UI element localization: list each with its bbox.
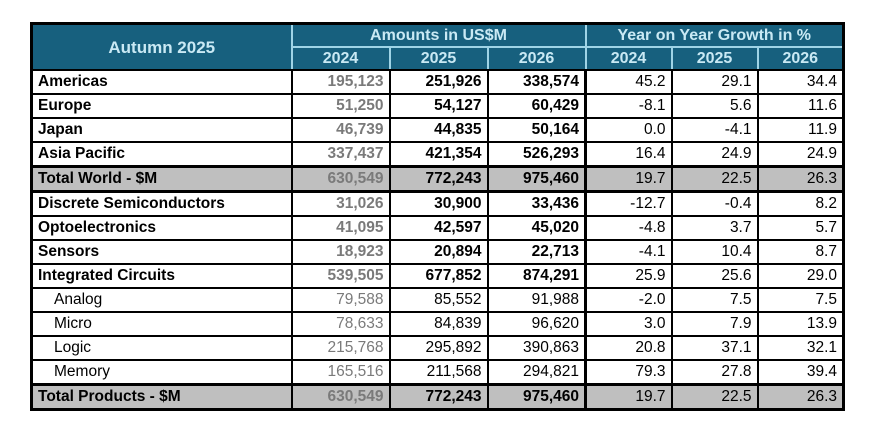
amount-2024: 195,123 <box>292 70 390 94</box>
amount-2024: 31,026 <box>292 192 390 217</box>
row-label: Discrete Semiconductors <box>32 192 292 217</box>
amount-2024: 18,923 <box>292 240 390 264</box>
forecast-page <box>30 22 845 411</box>
amount-2024: 337,437 <box>292 142 390 167</box>
amount-2026: 874,291 <box>488 264 586 288</box>
row-label: Total World - $M <box>32 167 292 192</box>
table-row <box>32 70 844 94</box>
table-row <box>32 312 844 336</box>
table-row <box>32 94 844 118</box>
amount-2026: 45,020 <box>488 216 586 240</box>
growth-2024: -4.1 <box>586 240 672 264</box>
amount-2024: 165,516 <box>292 360 390 385</box>
growth-2024: -8.1 <box>586 94 672 118</box>
growth-2025: -0.4 <box>672 192 758 217</box>
growth-2026: 11.9 <box>758 118 844 142</box>
semiconductor-forecast-table <box>30 22 845 411</box>
growth-year-2026-header: 2026 <box>758 47 844 70</box>
amount-2026: 22,713 <box>488 240 586 264</box>
amount-2026: 975,460 <box>488 167 586 192</box>
amounts-year-2026-header: 2026 <box>488 47 586 70</box>
growth-2026: 34.4 <box>758 70 844 94</box>
growth-2026: 11.6 <box>758 94 844 118</box>
table-body <box>32 70 844 410</box>
growth-2024: -12.7 <box>586 192 672 217</box>
table-row <box>32 118 844 142</box>
growth-2025: 25.6 <box>672 264 758 288</box>
table-row <box>32 216 844 240</box>
growth-2025: 24.9 <box>672 142 758 167</box>
amount-2025: 677,852 <box>390 264 488 288</box>
growth-2026: 24.9 <box>758 142 844 167</box>
amount-2025: 251,926 <box>390 70 488 94</box>
amount-2025: 772,243 <box>390 385 488 410</box>
amount-2026: 50,164 <box>488 118 586 142</box>
amount-2026: 390,863 <box>488 336 586 360</box>
amount-2026: 96,620 <box>488 312 586 336</box>
table-row <box>32 264 844 288</box>
growth-2026: 13.9 <box>758 312 844 336</box>
row-label: Japan <box>32 118 292 142</box>
growth-2024: 45.2 <box>586 70 672 94</box>
growth-2026: 8.7 <box>758 240 844 264</box>
table-row <box>32 240 844 264</box>
amount-2026: 975,460 <box>488 385 586 410</box>
row-label: Americas <box>32 70 292 94</box>
table-row <box>32 360 844 385</box>
table-row <box>32 142 844 167</box>
growth-2026: 32.1 <box>758 336 844 360</box>
growth-group-header: Year on Year Growth in % <box>586 24 844 48</box>
growth-2026: 26.3 <box>758 385 844 410</box>
amount-2025: 295,892 <box>390 336 488 360</box>
amount-2024: 630,549 <box>292 385 390 410</box>
amount-2026: 338,574 <box>488 70 586 94</box>
row-label: Sensors <box>32 240 292 264</box>
amount-2026: 60,429 <box>488 94 586 118</box>
row-label: Logic <box>32 336 292 360</box>
growth-2024: 25.9 <box>586 264 672 288</box>
row-label: Analog <box>32 288 292 312</box>
row-label: Integrated Circuits <box>32 264 292 288</box>
amount-2026: 526,293 <box>488 142 586 167</box>
growth-2024: -2.0 <box>586 288 672 312</box>
growth-2025: 7.5 <box>672 288 758 312</box>
growth-2025: -4.1 <box>672 118 758 142</box>
table-row <box>32 167 844 192</box>
growth-2026: 5.7 <box>758 216 844 240</box>
growth-2026: 7.5 <box>758 288 844 312</box>
amount-2024: 78,633 <box>292 312 390 336</box>
growth-2025: 3.7 <box>672 216 758 240</box>
amount-2025: 42,597 <box>390 216 488 240</box>
amount-2025: 44,835 <box>390 118 488 142</box>
header-group-row <box>32 24 844 48</box>
amount-2024: 51,250 <box>292 94 390 118</box>
amount-2025: 84,839 <box>390 312 488 336</box>
row-label: Micro <box>32 312 292 336</box>
amounts-group-header: Amounts in US$M <box>292 24 586 48</box>
row-label: Asia Pacific <box>32 142 292 167</box>
amount-2026: 33,436 <box>488 192 586 217</box>
growth-2024: 16.4 <box>586 142 672 167</box>
growth-2025: 27.8 <box>672 360 758 385</box>
growth-2025: 22.5 <box>672 167 758 192</box>
amount-2025: 54,127 <box>390 94 488 118</box>
growth-2025: 29.1 <box>672 70 758 94</box>
growth-2024: 19.7 <box>586 385 672 410</box>
growth-2026: 39.4 <box>758 360 844 385</box>
amount-2024: 630,549 <box>292 167 390 192</box>
growth-year-2025-header: 2025 <box>672 47 758 70</box>
amount-2025: 211,568 <box>390 360 488 385</box>
growth-2025: 10.4 <box>672 240 758 264</box>
row-label: Total Products - $M <box>32 385 292 410</box>
table-row <box>32 192 844 217</box>
growth-2026: 8.2 <box>758 192 844 217</box>
amount-2024: 539,505 <box>292 264 390 288</box>
growth-year-2024-header: 2024 <box>586 47 672 70</box>
amount-2025: 85,552 <box>390 288 488 312</box>
table-header <box>32 24 844 71</box>
table-row <box>32 288 844 312</box>
table-row <box>32 336 844 360</box>
growth-2025: 37.1 <box>672 336 758 360</box>
growth-2026: 29.0 <box>758 264 844 288</box>
amounts-year-2025-header: 2025 <box>390 47 488 70</box>
amount-2024: 46,739 <box>292 118 390 142</box>
amount-2024: 215,768 <box>292 336 390 360</box>
table-row <box>32 385 844 410</box>
amount-2024: 79,588 <box>292 288 390 312</box>
row-label: Optoelectronics <box>32 216 292 240</box>
growth-2024: -4.8 <box>586 216 672 240</box>
growth-2025: 22.5 <box>672 385 758 410</box>
amount-2025: 421,354 <box>390 142 488 167</box>
amount-2026: 294,821 <box>488 360 586 385</box>
row-label: Memory <box>32 360 292 385</box>
amounts-year-2024-header: 2024 <box>292 47 390 70</box>
amount-2025: 772,243 <box>390 167 488 192</box>
growth-2026: 26.3 <box>758 167 844 192</box>
growth-2024: 79.3 <box>586 360 672 385</box>
amount-2025: 30,900 <box>390 192 488 217</box>
growth-2024: 0.0 <box>586 118 672 142</box>
amount-2024: 41,095 <box>292 216 390 240</box>
amount-2026: 91,988 <box>488 288 586 312</box>
table-title: Autumn 2025 <box>32 24 292 71</box>
growth-2024: 20.8 <box>586 336 672 360</box>
row-label: Europe <box>32 94 292 118</box>
growth-2024: 3.0 <box>586 312 672 336</box>
growth-2025: 7.9 <box>672 312 758 336</box>
growth-2024: 19.7 <box>586 167 672 192</box>
growth-2025: 5.6 <box>672 94 758 118</box>
amount-2025: 20,894 <box>390 240 488 264</box>
